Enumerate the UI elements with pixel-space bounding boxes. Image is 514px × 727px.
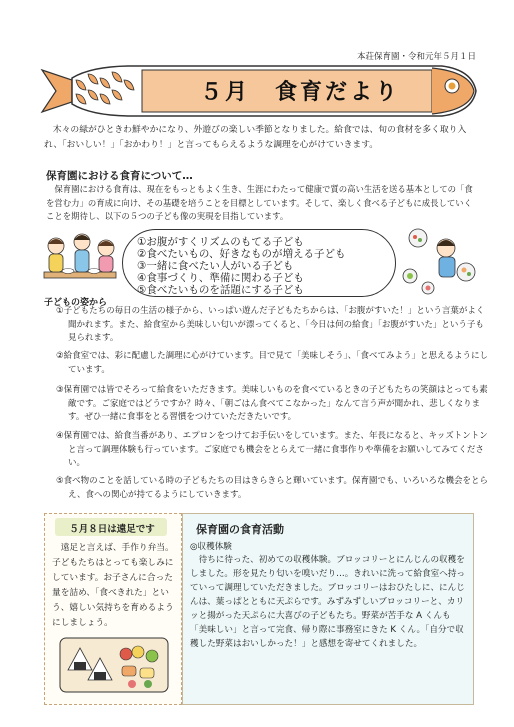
excursion-title: ５月８日は遠足です bbox=[69, 524, 155, 535]
children-eating-illustration bbox=[38, 228, 122, 296]
activity-body: 待ちに待った、初めての収穫体験。ブロッコリーとにんじんの収穫をしました。形を見たり匂いを嗅いだり…。きれいに洗って給食室へ持っていって調理していただきました。ブロッコリーはおひたしに、にんじんは、葉っぱとともに天ぷらです。みずみずしいブロッコリーと、カリッと揚がった天ぷらに大喜びの子どもたち。野菜が苦手な A くんも「美味しい」と言って完食、帰り際に事務室にきた K くん。「自分で収穫した野菜はおいしかった！」と感想を寄せてくれました。 bbox=[190, 555, 466, 649]
section-title: 保育園における食育について… bbox=[46, 170, 193, 182]
observation-item: ①子どもたちの毎日の生活の様子から、いっぱい遊んだ子どもたちからは、「お腹がすいた！」という言葉がよく聞かれます。また、給食室から美味しい匂いが漂ってくると、「今日は何の給食」「お腹がすいた」という子も見られます。 bbox=[56, 306, 485, 343]
intro-paragraph: 木々の緑がひときわ鮮やかになり、外遊びの楽しい季節となりました。給食では、旬の食材を多く取り入れ、「おいしい！」「おかわり！」と言ってもらえるような調理を心がけていきます。 bbox=[44, 125, 467, 150]
activity-subtitle: ◎収穫体験 bbox=[190, 542, 232, 552]
observation-item: ④保育園では、給食当番があり、エプロンをつけてお手伝いをしています。また、年長になると、キッズトントンと言って調理体験も行っています。ご家庭でも機会をとらえて一緒に食事作りや準備をお願いしてみてください。 bbox=[56, 431, 488, 468]
observation-item: ②給食室では、彩に配慮した調理に心がけています。目で見て「美味しそう」、「食べてみよう」と思えるようにしています。 bbox=[56, 351, 488, 375]
children-heading: 子どもの姿から bbox=[44, 298, 108, 308]
goal-item: ⑤食べたいものを話題にする子ども bbox=[137, 284, 304, 296]
goal-item: ②食べたいもの、好きなものが増える子ども bbox=[137, 248, 346, 260]
issue-meta: 本荘保育園・令和元年５月１日 bbox=[356, 52, 476, 62]
child-with-food-illustration bbox=[396, 226, 480, 298]
goal-item: ③一緒に食べたい人がいる子ども bbox=[137, 260, 294, 272]
excursion-body: 遠足と言えば、手作り弁当。子どもたちはとっても楽しみにしています。お子さんに合った量を詰め、「食べきれた」という、嬉しい気持ちを育めるようにしましょう。 bbox=[52, 543, 174, 628]
goal-item: ④食事づくり、準備に関わる子ども bbox=[137, 272, 304, 284]
bento-box-illustration bbox=[58, 630, 170, 696]
activity-title: 保育園の食育活動 bbox=[196, 523, 284, 536]
goals-oval bbox=[122, 229, 396, 297]
observation-item: ⑤食べ物のことを話している時の子どもたちの目はきらきらと輝いています。保育園でも、いろいろな機会をとらえ、食への関心が持てるようにしていきます。 bbox=[56, 476, 488, 500]
newsletter-title: ５月 食育だより bbox=[199, 80, 400, 105]
section-body: 保育園における食育は、現在をもっともよく生き、生涯にわたって健康で質の高い生活を送る基本としての「食を営む力」の育成に向け、その基礎を培うことを目標としています。そして、楽しく食べる子どもに成長していくことを期待し、以下の５つの子ども像の実現を目指しています。 bbox=[46, 184, 473, 221]
goal-item: ①お腹がすくリズムのもてる子ども bbox=[137, 236, 304, 248]
observation-item: ③保育園では皆でそろって給食をいただきます。美味しいものを食べているときの子どもたちの笑顔はとっても素敵です。ご家庭ではどうですか？時々、「朝ごはん食べてこなかった」なんて言う声が聞かれ、悲しくなります。ぜひ一緒に食事をとる習慣をつけていただきたいです。 bbox=[56, 385, 488, 422]
